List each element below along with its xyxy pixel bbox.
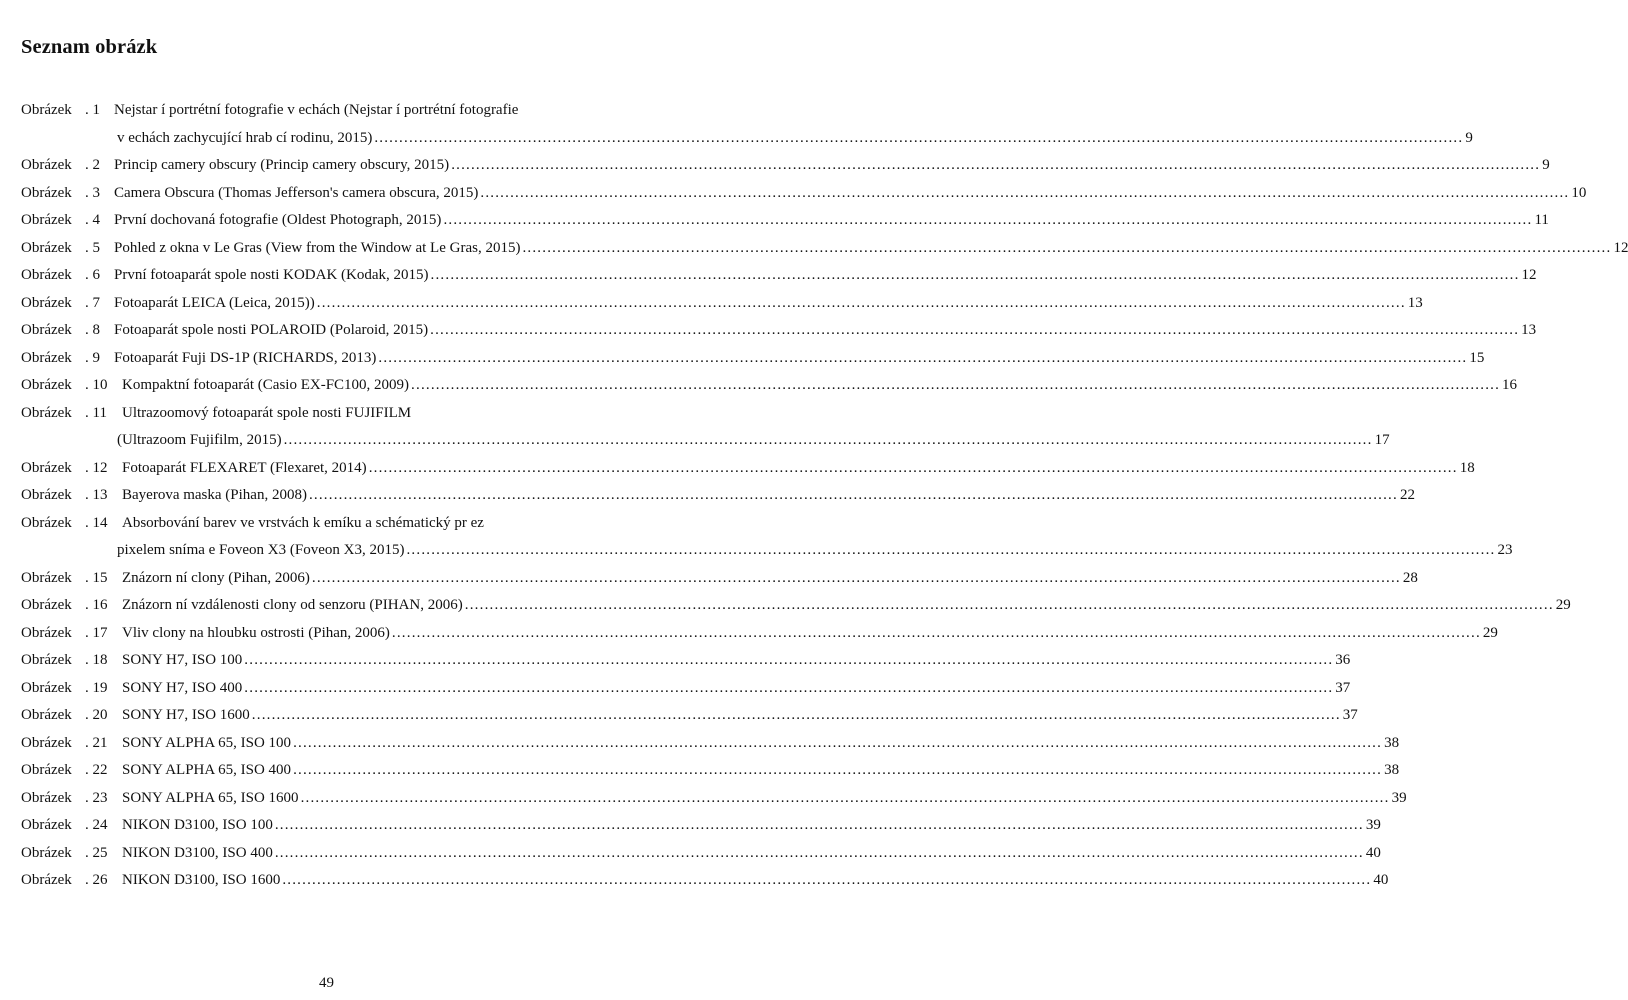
figure-page-number: 39 — [1365, 817, 1381, 833]
figure-label: Obrázek — [21, 322, 72, 338]
figure-caption: SONY ALPHA 65, ISO 1600 — [122, 789, 299, 806]
list-of-figures — [0, 97, 1628, 895]
figure-caption: Ultrazoomový fotoaparát spole nosti FUJIFILM — [122, 404, 412, 421]
dot-leader: ............................................................................................................................................................................................................................ — [316, 294, 1406, 311]
figure-number: . 24 — [85, 817, 108, 833]
figure-number: . 7 — [85, 294, 100, 311]
dot-leader: ............................................................................................................................................................................................................................ — [300, 789, 1390, 806]
figure-page-number: 36 — [1335, 652, 1351, 668]
figure-caption: První dochovaná fotografie (Oldest Photograph, 2015) — [114, 212, 442, 228]
figure-caption: Znázorn ní vzdálenosti clony od senzoru (PIHAN, 2006) — [122, 597, 463, 613]
figure-page-number: 18 — [1459, 459, 1475, 476]
figure-label: Obrázek — [21, 349, 72, 366]
figure-page-number: 39 — [1391, 789, 1407, 806]
figure-caption: Camera Obscura (Thomas Jefferson's camera obscura, 2015) — [114, 184, 479, 201]
figure-caption: Pohled z okna v Le Gras (View from the Window at Le Gras, 2015) — [114, 239, 521, 256]
figure-page-number: 15 — [1469, 349, 1485, 366]
toc-entry-line — [0, 647, 1351, 675]
figure-number: . 10 — [85, 377, 108, 393]
figure-page-number: 23 — [1497, 542, 1513, 558]
figure-caption: Vliv clony na hloubku ostrosti (Pihan, 2006) — [122, 624, 390, 641]
figure-label: Obrázek — [21, 789, 72, 806]
toc-entry-line — [0, 180, 1587, 208]
figure-label: Obrázek — [21, 102, 72, 118]
figure-label: Obrázek — [21, 624, 72, 641]
dot-leader: ............................................................................................................................................................................................................................ — [274, 844, 1364, 861]
toc-entry-line — [0, 262, 1537, 290]
figure-label: Obrázek — [21, 872, 72, 888]
toc-entry-line — [0, 235, 1628, 263]
figure-number: . 4 — [85, 212, 100, 228]
figure-caption: Nejstar í portrétní fotografie v echách (Nejstar í portrétní fotografie — [114, 102, 519, 118]
toc-entry-line — [0, 427, 1390, 455]
figure-label: Obrázek — [21, 377, 72, 393]
figure-label: Obrázek — [21, 817, 72, 833]
toc-entry-line — [0, 125, 1473, 153]
toc-entry-line — [0, 730, 1400, 758]
figure-label: Obrázek — [21, 707, 72, 723]
toc-entry-line — [0, 840, 1381, 868]
toc-entry-line — [0, 345, 1485, 373]
figure-caption: Znázorn ní clony (Pihan, 2006) — [122, 569, 310, 586]
dot-leader: ............................................................................................................................................................................................................................ — [411, 377, 1501, 393]
figure-number: . 18 — [85, 652, 108, 668]
figure-caption: SONY ALPHA 65, ISO 100 — [122, 734, 292, 751]
figure-page-number: 40 — [1365, 844, 1381, 861]
toc-entry-line — [0, 867, 1389, 895]
dot-leader: ............................................................................................................................................................................................................................ — [251, 707, 1341, 723]
figure-caption: Fotoaparát FLEXARET (Flexaret, 2014) — [122, 459, 367, 476]
figure-label: Obrázek — [21, 184, 72, 201]
figure-page-number: 29 — [1555, 597, 1571, 613]
figure-page-number: 10 — [1571, 184, 1587, 201]
dot-leader: ............................................................................................................................................................................................................................ — [406, 542, 1496, 558]
figure-page-number: 9 — [1542, 157, 1550, 173]
toc-entry-line — [0, 97, 653, 125]
figure-label: Obrázek — [21, 239, 72, 256]
toc-entry-line — [0, 675, 1351, 703]
figure-label: Obrázek — [21, 459, 72, 476]
figure-caption: NIKON D3100, ISO 100 — [122, 817, 273, 833]
dot-leader: ............................................................................................................................................................................................................................ — [480, 184, 1570, 201]
figure-number: . 21 — [85, 734, 108, 751]
toc-entry-line — [0, 785, 1407, 813]
toc-entry-line — [0, 537, 1513, 565]
figure-caption: NIKON D3100, ISO 1600 — [122, 872, 281, 888]
figure-number: . 6 — [85, 267, 100, 283]
figure-label: Obrázek — [21, 404, 72, 421]
figure-number: . 8 — [85, 322, 100, 338]
dot-leader: ............................................................................................................................................................................................................................ — [451, 157, 1541, 173]
dot-leader: ............................................................................................................................................................................................................................ — [378, 349, 1468, 366]
figure-number: . 5 — [85, 239, 100, 256]
figure-page-number: 11 — [1534, 212, 1549, 228]
dot-leader: ............................................................................................................................................................................................................................ — [293, 734, 1383, 751]
figure-number: . 26 — [85, 872, 108, 888]
figure-label: Obrázek — [21, 294, 72, 311]
dot-leader: ............................................................................................................................................................................................................................ — [391, 624, 1481, 641]
toc-entry-line — [0, 372, 1518, 400]
figure-number: . 1 — [85, 102, 100, 118]
figure-page-number: 38 — [1384, 762, 1400, 778]
figure-number: . 9 — [85, 349, 100, 366]
toc-entry-line — [0, 455, 1475, 483]
figure-caption: (Ultrazoom Fujifilm, 2015) — [117, 432, 282, 448]
figure-number: . 11 — [85, 404, 107, 421]
figure-page-number: 9 — [1465, 129, 1473, 146]
toc-entry-line — [0, 482, 1415, 510]
figure-page-number: 29 — [1482, 624, 1498, 641]
figure-label: Obrázek — [21, 762, 72, 778]
figure-number: . 2 — [85, 157, 100, 173]
figure-label: Obrázek — [21, 487, 72, 503]
figure-caption: NIKON D3100, ISO 400 — [122, 844, 273, 861]
toc-entry-line — [0, 620, 1498, 648]
figure-caption: Kompaktní fotoaparát (Casio EX-FC100, 2009) — [122, 377, 410, 393]
figure-page-number: 38 — [1384, 734, 1400, 751]
dot-leader: ............................................................................................................................................................................................................................ — [244, 679, 1334, 696]
toc-entry-line — [0, 152, 1550, 180]
figure-number: . 12 — [85, 459, 108, 476]
dot-leader: ............................................................................................................................................................................................................................ — [308, 487, 1398, 503]
figure-number: . 14 — [85, 514, 108, 531]
figure-label: Obrázek — [21, 652, 72, 668]
figure-label: Obrázek — [21, 679, 72, 696]
figure-number: . 23 — [85, 789, 108, 806]
figure-caption: SONY ALPHA 65, ISO 400 — [122, 762, 292, 778]
figure-number: . 25 — [85, 844, 108, 861]
figure-label: Obrázek — [21, 514, 72, 531]
figure-page-number: 22 — [1399, 487, 1415, 503]
figure-page-number: 40 — [1373, 872, 1389, 888]
figure-caption: SONY H7, ISO 400 — [122, 679, 243, 696]
toc-entry-line — [0, 812, 1381, 840]
figure-caption: Fotoaparát LEICA (Leica, 2015)) — [114, 294, 315, 311]
figure-number: . 19 — [85, 679, 108, 696]
figure-number: . 22 — [85, 762, 108, 778]
figure-label: Obrázek — [21, 157, 72, 173]
dot-leader: ............................................................................................................................................................................................................................ — [464, 597, 1554, 613]
dot-leader: ............................................................................................................................................................................................................................ — [274, 817, 1364, 833]
figure-page-number: 12 — [1613, 239, 1628, 256]
page-title: Seznam obrázk — [21, 36, 158, 58]
dot-leader: ............................................................................................................................................................................................................................ — [368, 459, 1458, 476]
figure-page-number: 12 — [1521, 267, 1537, 283]
figure-label: Obrázek — [21, 844, 72, 861]
figure-caption: První fotoaparát spole nosti KODAK (Kodak, 2015) — [114, 267, 429, 283]
figure-caption: pixelem sníma e Foveon X3 (Foveon X3, 2015) — [117, 542, 405, 558]
figure-page-number: 13 — [1407, 294, 1423, 311]
toc-entry-line — [0, 592, 1571, 620]
figure-page-number: 28 — [1402, 569, 1418, 586]
figure-number: . 15 — [85, 569, 108, 586]
figure-page-number: 17 — [1374, 432, 1390, 448]
figure-number: . 16 — [85, 597, 108, 613]
toc-entry-line — [0, 290, 1423, 318]
dot-leader: ............................................................................................................................................................................................................................ — [282, 872, 1372, 888]
dot-leader: ............................................................................................................................................................................................................................ — [311, 569, 1401, 586]
dot-leader: ............................................................................................................................................................................................................................ — [293, 762, 1383, 778]
figure-caption: Fotoaparát spole nosti POLAROID (Polaroid, 2015) — [114, 322, 429, 338]
figure-number: . 17 — [85, 624, 108, 641]
dot-leader: ............................................................................................................................................................................................................................ — [522, 239, 1612, 256]
toc-entry-line — [0, 565, 1418, 593]
figure-caption: v echách zachycující hrab cí rodinu, 2015) — [117, 129, 373, 146]
figure-page-number: 37 — [1342, 707, 1358, 723]
figure-label: Obrázek — [21, 597, 72, 613]
figure-label: Obrázek — [21, 734, 72, 751]
toc-entry-line — [0, 400, 653, 428]
figure-caption: SONY H7, ISO 1600 — [122, 707, 250, 723]
page-number: 49 — [319, 975, 334, 991]
figure-caption: Fotoaparát Fuji DS-1P (RICHARDS, 2013) — [114, 349, 377, 366]
figure-caption: Bayerova maska (Pihan, 2008) — [122, 487, 307, 503]
toc-entry-line — [0, 317, 1537, 345]
toc-entry-line — [0, 757, 1400, 785]
figure-page-number: 37 — [1335, 679, 1351, 696]
dot-leader: ............................................................................................................................................................................................................................ — [374, 129, 1464, 146]
toc-entry-line — [0, 702, 1358, 730]
figure-number: . 3 — [85, 184, 100, 201]
figure-page-number: 13 — [1521, 322, 1537, 338]
figure-label: Obrázek — [21, 267, 72, 283]
dot-leader: ............................................................................................................................................................................................................................ — [443, 212, 1533, 228]
figure-number: . 13 — [85, 487, 108, 503]
dot-leader: ............................................................................................................................................................................................................................ — [283, 432, 1373, 448]
figure-label: Obrázek — [21, 569, 72, 586]
toc-entry-line — [0, 510, 653, 538]
dot-leader: ............................................................................................................................................................................................................................ — [244, 652, 1334, 668]
toc-entry-line — [0, 207, 1549, 235]
figure-caption: SONY H7, ISO 100 — [122, 652, 243, 668]
figure-number: . 20 — [85, 707, 108, 723]
dot-leader: ............................................................................................................................................................................................................................ — [430, 322, 1520, 338]
figure-page-number: 16 — [1502, 377, 1518, 393]
figure-caption: Princip camery obscury (Princip camery obscury, 2015) — [114, 157, 450, 173]
figure-caption: Absorbování barev ve vrstvách k emíku a schématický pr ez — [122, 514, 484, 531]
dot-leader: ............................................................................................................................................................................................................................ — [430, 267, 1520, 283]
figure-label: Obrázek — [21, 212, 72, 228]
